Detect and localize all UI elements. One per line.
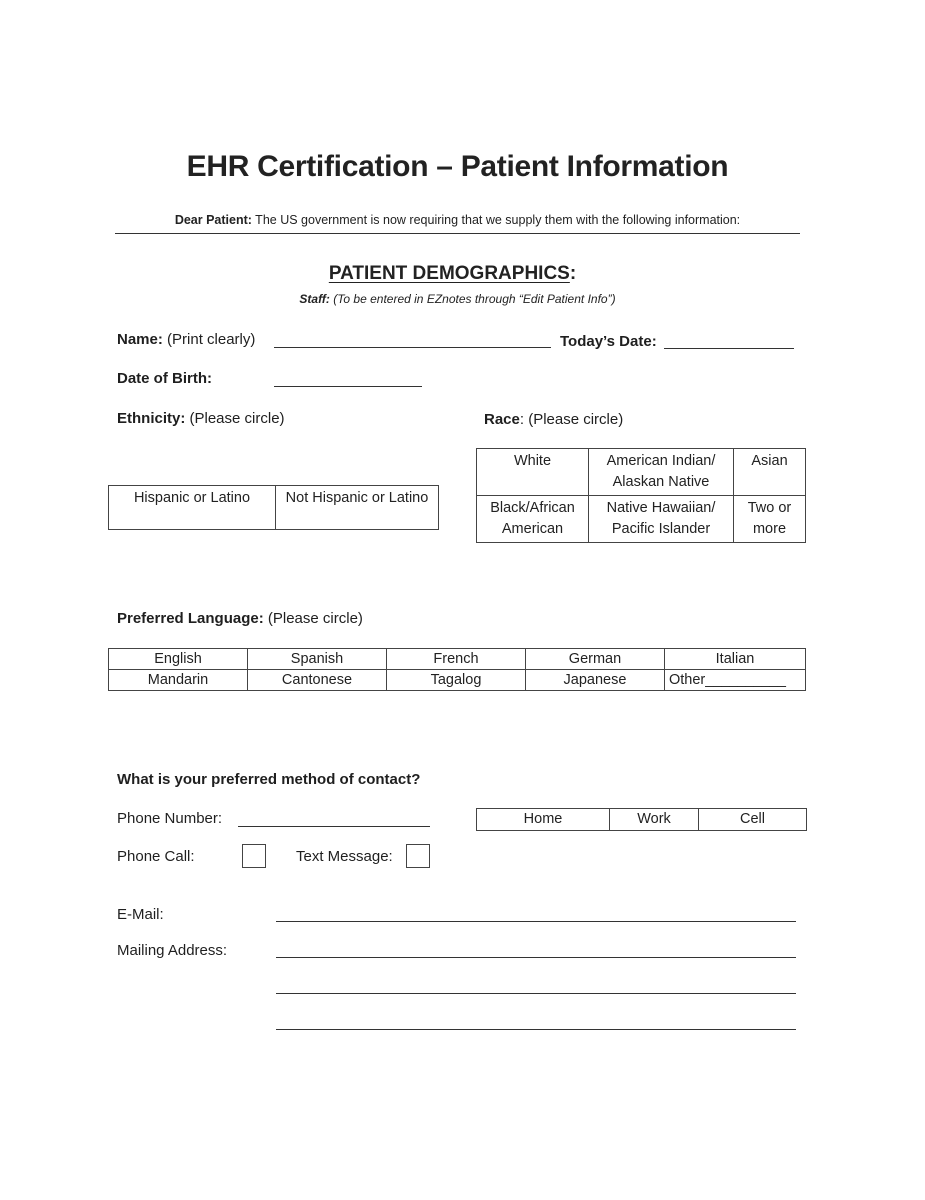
intro-body: The US government is now requiring that we supply them with the following information:	[251, 213, 741, 227]
race-options-table	[476, 448, 806, 543]
phone-call-checkbox[interactable]	[242, 844, 266, 868]
race-option[interactable]: Native Hawaiian/ Pacific Islander	[589, 496, 734, 543]
language-label-hint: (Please circle)	[263, 610, 363, 627]
mailing-address-line-2[interactable]	[276, 993, 796, 994]
language-option-other[interactable]: Other__________	[665, 670, 806, 691]
phone-number-label: Phone Number:	[117, 810, 223, 827]
language-option[interactable]: Cantonese	[248, 670, 387, 691]
mailing-address-line-3[interactable]	[276, 1029, 796, 1030]
dob-input-line[interactable]	[274, 386, 422, 387]
text-message-label: Text Message:	[296, 848, 393, 865]
section-title-text: PATIENT DEMOGRAPHICS	[328, 263, 570, 284]
phone-type-option[interactable]: Work	[610, 809, 699, 831]
ethnicity-option[interactable]: Not Hispanic or Latino	[276, 486, 439, 530]
race-option[interactable]: Black/African American	[477, 496, 589, 543]
dob-label	[117, 370, 212, 387]
language-option[interactable]: Japanese	[526, 670, 665, 691]
race-option[interactable]: American Indian/ Alaskan Native	[589, 449, 734, 496]
race-label	[484, 411, 623, 428]
race-option[interactable]: Two or more	[734, 496, 806, 543]
email-label: E-Mail:	[117, 906, 164, 923]
name-label-bold: Name:	[117, 331, 163, 348]
phone-type-option[interactable]: Cell	[699, 809, 807, 831]
language-option[interactable]: French	[387, 649, 526, 670]
ethnicity-label-hint: (Please circle)	[185, 410, 285, 427]
mailing-address-line-1[interactable]	[276, 957, 796, 958]
language-option[interactable]: Spanish	[248, 649, 387, 670]
ethnicity-label	[117, 410, 285, 427]
intro-bold: Dear Patient:	[174, 213, 252, 227]
document-title: EHR Certification – Patient Information	[186, 150, 729, 183]
section-title-colon: :	[569, 263, 577, 284]
language-option[interactable]: Italian	[665, 649, 806, 670]
ethnicity-options-table	[108, 485, 439, 530]
language-label	[117, 610, 363, 627]
dob-label-bold: Date of Birth:	[117, 370, 212, 387]
ethnicity-label-bold: Ethnicity:	[117, 410, 186, 427]
language-label-bold: Preferred Language:	[117, 610, 264, 627]
contact-question	[117, 771, 420, 788]
phone-call-label: Phone Call:	[117, 848, 195, 865]
phone-type-option[interactable]: Home	[477, 809, 610, 831]
name-input-line[interactable]	[274, 347, 551, 348]
text-message-checkbox[interactable]	[406, 844, 430, 868]
todays-date-label	[560, 333, 657, 350]
language-option[interactable]: Tagalog	[387, 670, 526, 691]
race-label-bold: Race	[484, 411, 520, 428]
name-label-hint: (Print clearly)	[162, 331, 256, 348]
race-option[interactable]: Asian	[734, 449, 806, 496]
race-option[interactable]: White	[477, 449, 589, 496]
language-option[interactable]: English	[109, 649, 248, 670]
staff-note	[0, 292, 915, 306]
todays-date-input-line[interactable]	[664, 348, 794, 349]
name-label	[117, 331, 255, 348]
section-title	[0, 263, 905, 285]
phone-number-input-line[interactable]	[238, 826, 430, 827]
staff-note-text: (To be entered in EZnotes through “Edit Patient Info”)	[329, 292, 616, 306]
email-input-line[interactable]	[276, 921, 796, 922]
mailing-address-label: Mailing Address:	[117, 942, 228, 959]
intro-text	[0, 213, 915, 227]
race-label-hint: : (Please circle)	[519, 411, 624, 428]
staff-note-bold: Staff:	[299, 292, 330, 306]
todays-date-label-bold: Today’s Date:	[560, 333, 657, 350]
language-option[interactable]: German	[526, 649, 665, 670]
phone-type-table	[476, 808, 807, 831]
header-divider	[115, 233, 800, 234]
language-options-table	[108, 648, 806, 691]
contact-question-text: What is your preferred method of contact?	[117, 771, 421, 788]
language-option[interactable]: Mandarin	[109, 670, 248, 691]
ethnicity-option[interactable]: Hispanic or Latino	[109, 486, 276, 530]
